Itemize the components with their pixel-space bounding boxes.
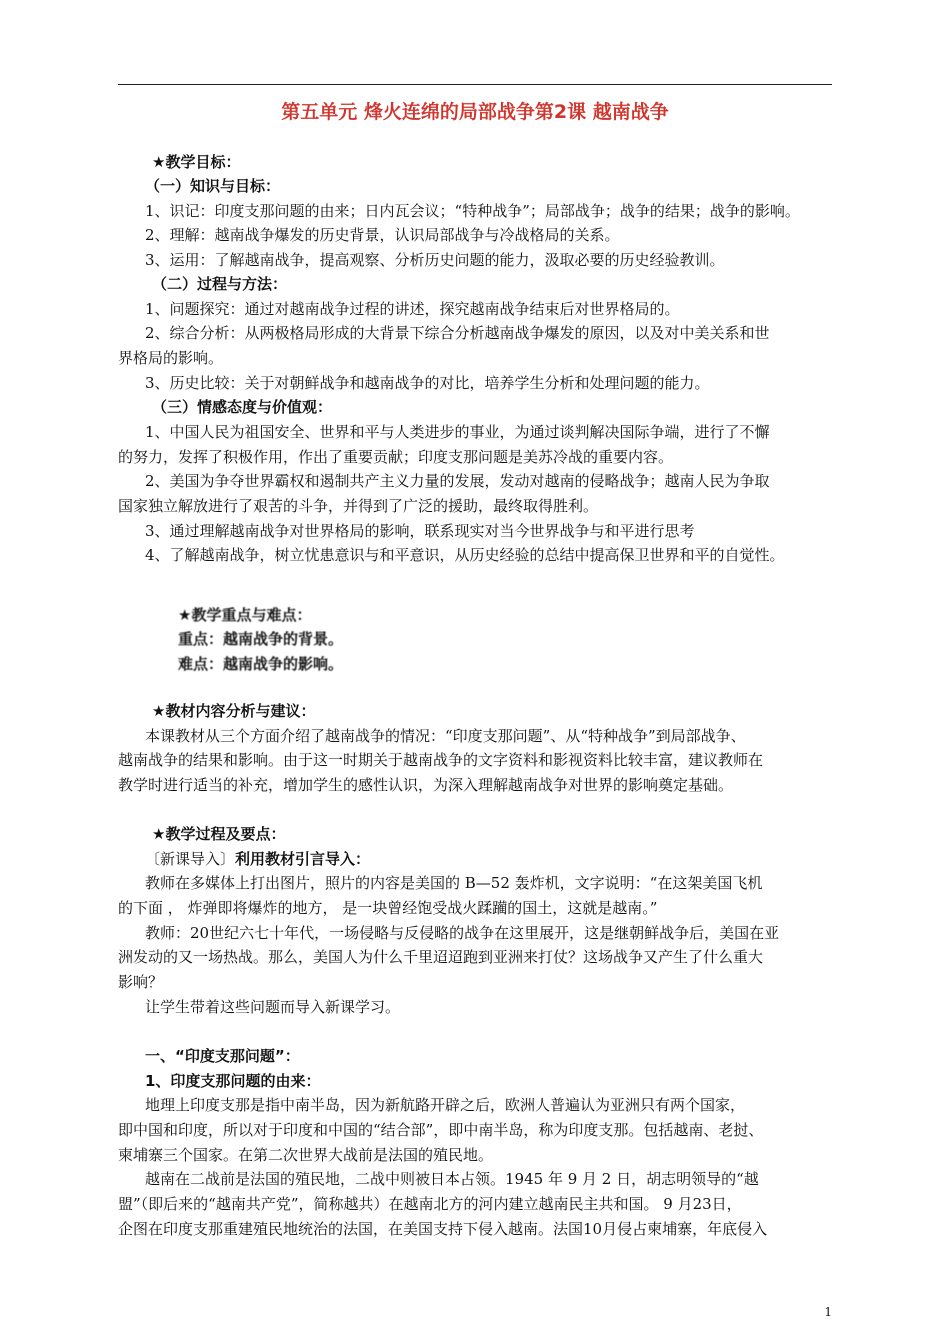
paragraph-line: 1、识记：印度支那问题的由来；日内瓦会议；“特种战争”；局部战争；战争的结果；战争的影响。 bbox=[145, 202, 800, 220]
paragraph-line: 4、了解越南战争，树立忧患意识与和平意识，从历史经验的总结中提高保卫世界和平的自觉性。 bbox=[145, 546, 785, 564]
paragraph-line: 越南战争的结果和影响。由于这一时期关于越南战争的文字资料和影视资料比较丰富，建议教师在 bbox=[118, 751, 764, 769]
paragraph-line: 让学生带着这些问题而导入新课学习。 bbox=[145, 998, 401, 1016]
paragraph-line: 教师在多媒体上打出图片，照片的内容是美国的 B—52 轰炸机，文字说明：“在这架美国飞机 bbox=[145, 874, 763, 892]
paragraph-line: 教师：20世纪六七十年代，一场侵略与反侵略的战争在这里展开，这是继朝鲜战争后，美国在亚 bbox=[145, 924, 780, 942]
section-heading-indochina: 一、“印度支那问题”： bbox=[145, 1047, 300, 1065]
difficulty-line: 难点：越南战争的影响。 bbox=[178, 655, 344, 673]
heading-key-points: ★教学重点与难点： bbox=[178, 606, 312, 624]
subheading-process: （二）过程与方法： bbox=[152, 275, 288, 293]
header-rule bbox=[118, 84, 832, 85]
page-number: 1 bbox=[824, 1305, 832, 1319]
subheading-attitude: （三）情感态度与价值观： bbox=[152, 398, 333, 416]
page-title: 第五单元 烽火连绵的局部战争第2课 越南战争 bbox=[281, 101, 669, 123]
paragraph-line: 3、运用：了解越南战争，提高观察、分析历史问题的能力，汲取必要的历史经验教训。 bbox=[145, 251, 725, 269]
paragraph-line: 柬埔寨三个国家。在第二次世界大战前是法国的殖民地。 bbox=[118, 1146, 494, 1164]
paragraph-line: 越南在二战前是法国的殖民地，二战中则被日本占领。1945 年 9 月 2 日，胡志明领导的“越 bbox=[145, 1170, 759, 1188]
paragraph-line: 1、问题探究：通过对越南战争过程的讲述，探究越南战争结束后对世界格局的。 bbox=[145, 300, 680, 318]
intro-label bbox=[145, 848, 370, 870]
paragraph-line: 地理上印度支那是指中南半岛，因为新航路开辟之后，欧洲人普遍认为亚洲只有两个国家， bbox=[145, 1096, 746, 1114]
paragraph-line: 3、通过理解越南战争对世界格局的影响，联系现实对当今世界战争与和平进行思考 bbox=[145, 522, 695, 540]
paragraph-line: 影响？ bbox=[118, 973, 164, 991]
intro-tag: 〔新课导入〕 bbox=[145, 850, 236, 868]
paragraph-line: 企图在印度支那重建殖民地统治的法国，在美国支持下侵入越南。法国10月侵占柬埔寨，年底侵入 bbox=[118, 1220, 768, 1238]
paragraph-line: 的下面 ， 炸弹即将爆炸的地方， 是一块曾经饱受战火蹂躏的国土，这就是越南。” bbox=[118, 899, 658, 917]
paragraph-line: 3、历史比较：关于对朝鲜战争和越南战争的对比，培养学生分析和处理问题的能力。 bbox=[145, 374, 710, 392]
paragraph-line: 1、中国人民为祖国安全、世界和平与人类进步的事业，为通过谈判解决国际争端，进行了不懈 bbox=[145, 423, 770, 441]
paragraph-line: 的努力，发挥了积极作用，作出了重要贡献；印度支那问题是美苏冷战的重要内容。 bbox=[118, 448, 674, 466]
paragraph-line: 2、综合分析：从两极格局形成的大背景下综合分析越南战争爆发的原因，以及对中美关系和世 bbox=[145, 324, 770, 342]
paragraph-line: 2、美国为争夺世界霸权和遏制共产主义力量的发展，发动对越南的侵略战争；越南人民为争取 bbox=[145, 472, 770, 490]
paragraph-line: 洲发动的又一场热战。那么，美国人为什么千里迢迢跑到亚洲来打仗？这场战争又产生了什么重大 bbox=[118, 948, 764, 966]
paragraph-line: 即中国和印度，所以对于印度和中国的“结合部”，即中南半岛，称为印度支那。包括越南、老挝、 bbox=[118, 1121, 764, 1139]
subsection-heading-origin: 1、印度支那问题的由来： bbox=[145, 1072, 321, 1090]
heading-content-analysis: ★教材内容分析与建议： bbox=[152, 702, 316, 720]
subheading-knowledge: （一）知识与目标： bbox=[145, 177, 281, 195]
paragraph-line: 教学时进行适当的补充，增加学生的感性认识，为深入理解越南战争对世界的影响奠定基础。 bbox=[118, 776, 734, 794]
paragraph-line: 本课教材从三个方面介绍了越南战争的情况：“印度支那问题”、从“特种战争”到局部战争、 bbox=[145, 727, 746, 745]
heading-teaching-process: ★教学过程及要点： bbox=[152, 825, 286, 843]
intro-method: 利用教材引言导入： bbox=[235, 850, 371, 868]
heading-teaching-goals: ★教学目标： bbox=[152, 153, 241, 171]
paragraph-line: 2、理解：越南战争爆发的历史背景，认识局部战争与冷战格局的关系。 bbox=[145, 226, 620, 244]
paragraph-line: 盟”（即后来的“越南共产党”，简称越共）在越南北方的河内建立越南民主共和国。 9 月23日， bbox=[118, 1195, 742, 1213]
paragraph-line: 国家独立解放进行了艰苦的斗争，并得到了广泛的援助，最终取得胜利。 bbox=[118, 497, 599, 515]
key-point-line: 重点：越南战争的背景。 bbox=[178, 630, 344, 648]
paragraph-line: 界格局的影响。 bbox=[118, 349, 224, 367]
